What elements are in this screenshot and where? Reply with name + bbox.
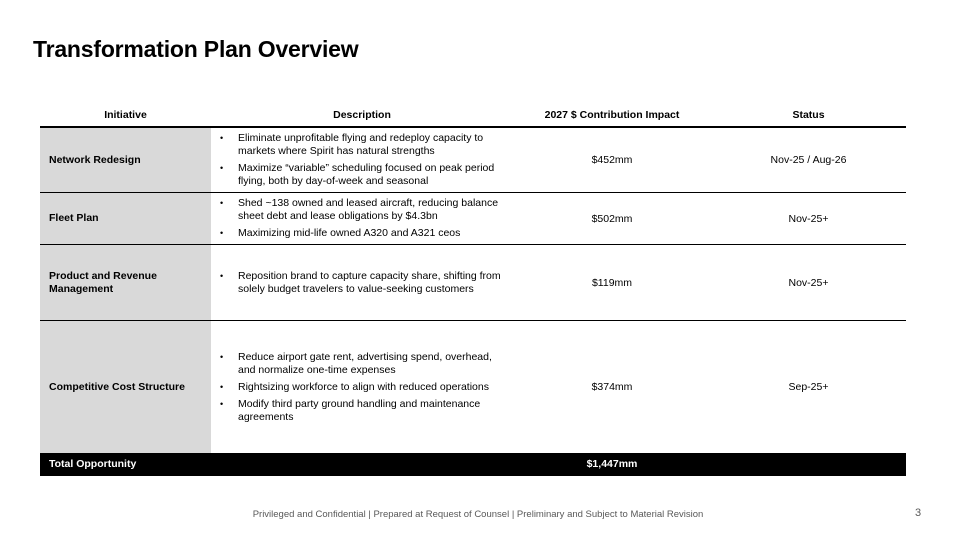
bullet-glyph: • <box>220 133 224 143</box>
bullet-glyph: • <box>220 270 224 281</box>
status-cell: Sep-25+ <box>788 381 829 393</box>
initiative-cell: Product and Revenue Management <box>40 245 211 320</box>
bullet-item <box>220 270 507 296</box>
description-cell <box>211 128 513 192</box>
bullet-item <box>220 132 507 158</box>
impact-cell: $374mm <box>591 381 633 393</box>
page-number: 3 <box>915 507 922 519</box>
table-row <box>40 193 906 245</box>
bullet-glyph: • <box>220 198 224 208</box>
bullet-glyph: • <box>220 163 224 173</box>
description-cell <box>211 245 513 320</box>
bullet-item <box>220 398 507 424</box>
bullet-item <box>220 227 507 240</box>
header-initiative: Initiative <box>104 109 147 121</box>
initiative-cell: Competitive Cost Structure <box>40 321 211 453</box>
bullet-glyph: • <box>220 381 224 392</box>
bullet-text: Reduce airport gate rent, advertising spend, overhead, and normalize one-time expenses <box>238 350 492 376</box>
table-row <box>40 128 906 193</box>
total-value: $1,447mm <box>586 458 638 470</box>
status-cell: Nov-25 / Aug-26 <box>770 154 847 166</box>
bullet-item <box>220 197 507 223</box>
impact-cell: $119mm <box>591 276 633 289</box>
impact-cell: $502mm <box>591 212 633 225</box>
bullet-text: Rightsizing workforce to align with reduced operations <box>238 380 489 393</box>
bullet-text: Maximize “variable” scheduling focused on peak period flying, both by day-of-week and seasonal <box>238 162 495 187</box>
table-row <box>40 321 906 453</box>
confidentiality-footer: Privileged and Confidential | Prepared at Request of Counsel | Preliminary and Subject to Material Revision <box>252 509 704 520</box>
bullet-text: Maximizing mid-life owned A320 and A321 ceos <box>238 227 461 239</box>
bullet-text: Eliminate unprofitable flying and redeploy capacity to markets where Spirit has natural strengths <box>238 132 484 157</box>
bullet-text: Reposition brand to capture capacity share, shifting from solely budget travelers to value-seeking customers <box>238 269 501 295</box>
initiative-cell: Fleet Plan <box>40 193 211 244</box>
bullet-item <box>220 162 507 188</box>
bullet-text: Modify third party ground handling and maintenance agreements <box>238 397 481 423</box>
total-label: Total Opportunity <box>49 458 137 470</box>
bullet-glyph: • <box>220 228 224 238</box>
bullet-glyph: • <box>220 398 224 409</box>
header-status: Status <box>792 109 825 121</box>
status-cell: Nov-25+ <box>788 276 829 289</box>
description-cell <box>211 321 513 453</box>
description-cell <box>211 193 513 244</box>
impact-cell: $452mm <box>591 154 633 166</box>
bullet-glyph: • <box>220 351 224 362</box>
bullet-item <box>220 351 507 377</box>
page-title: Transformation Plan Overview <box>33 36 359 62</box>
header-description: Description <box>333 109 391 121</box>
bullet-text: Shed ~138 owned and leased aircraft, reducing balance sheet debt and lease obligations by $4.3bn <box>238 197 499 222</box>
table-header <box>40 105 906 128</box>
transformation-table <box>40 105 906 476</box>
initiative-cell: Network Redesign <box>40 128 211 192</box>
total-row <box>40 453 906 476</box>
bullet-item <box>220 381 507 394</box>
header-impact: 2027 $ Contribution Impact <box>544 109 680 121</box>
status-cell: Nov-25+ <box>788 212 829 225</box>
table-row <box>40 245 906 321</box>
